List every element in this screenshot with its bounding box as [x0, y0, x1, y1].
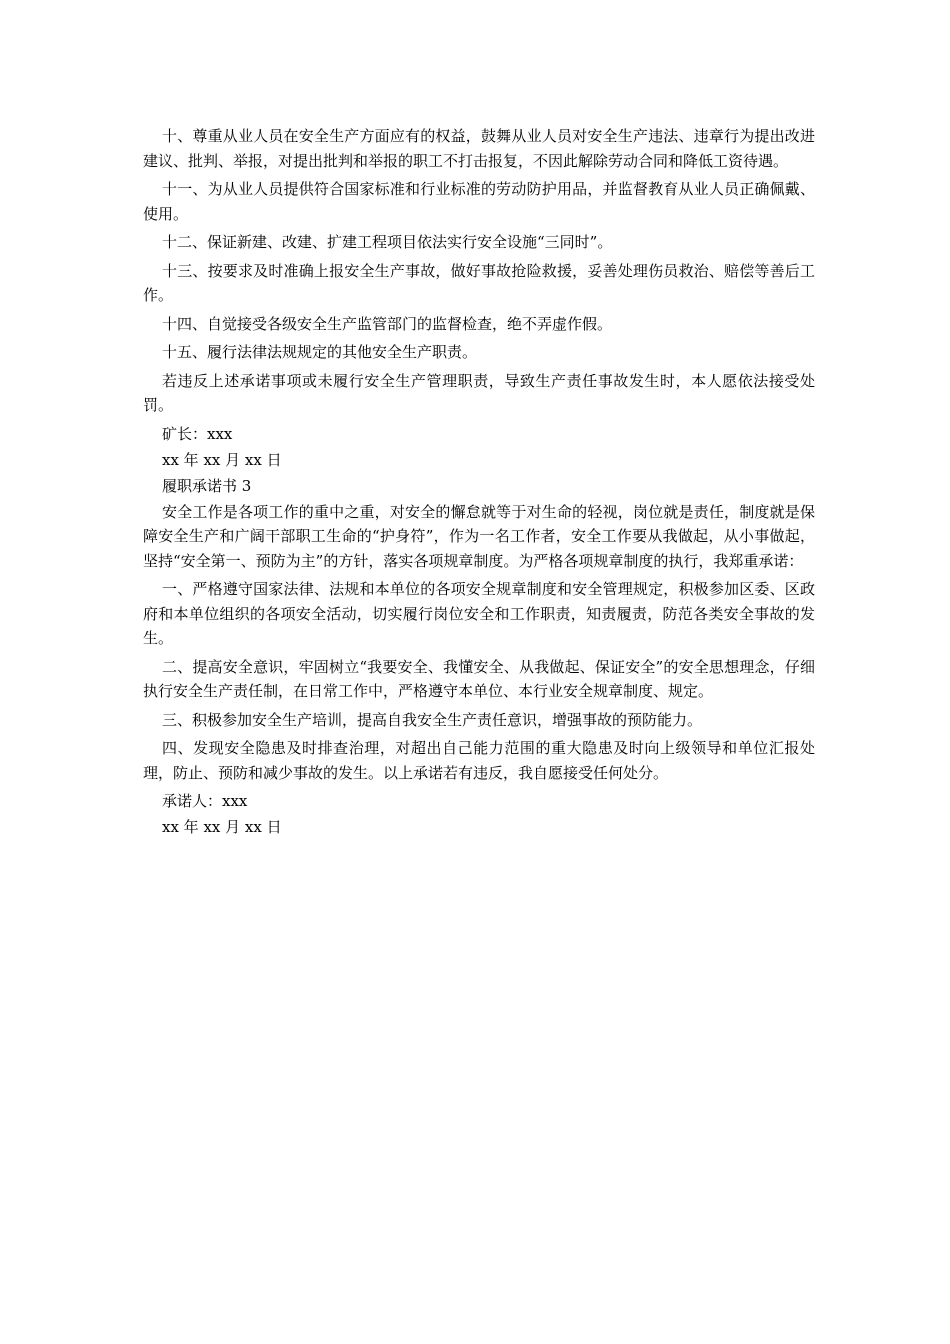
pledge-item-2: 二、提高安全意识，牢固树立“我要安全、我懂安全、从我做起、保证安全”的安全思想理念，仔细执行安全生产责任制，在日常工作中，严格遵守本单位、本行业安全规章制度、规定。 [143, 657, 815, 700]
pledge-item-3: 三、积极参加安全生产培训，提高自我安全生产责任意识，增强事故的预防能力。 [162, 710, 703, 729]
document-body [143, 124, 815, 841]
pledge-item-4: 四、发现安全隐患及时排查治理，对超出自己能力范围的重大隐患及时向上级领导和单位汇报处理，防止、预防和减少事故的发生。以上承诺若有违反，我自愿接受任何处分。 [143, 739, 815, 782]
section-title: 履职承诺书 3 [162, 476, 252, 495]
paragraph-item-10: 十、尊重从业人员在安全生产方面应有的权益，鼓舞从业人员对安全生产违法、违章行为提出改进建议、批判、举报，对提出批判和举报的职工不打击报复，不因此解除劳动合同和降低工资待遇。 [143, 127, 815, 170]
pledge-item-1: 一、严格遵守国家法律、法规和本单位的各项安全规章制度和安全管理规定，积极参加区委、区政府和本单位组织的各项安全活动，切实履行岗位安全和工作职责，知责履责，防范各类安全事故的发生。 [143, 580, 815, 647]
date-line-2: xx 年 xx 月 xx 日 [162, 818, 282, 836]
paragraph-item-14: 十四、自觉接受各级安全生产监管部门的监督检查，绝不弄虚作假。 [162, 314, 613, 333]
paragraph-item-13: 十三、按要求及时准确上报安全生产事故，做好事故抢险救援，妥善处理伤员救治、赔偿等善后工作。 [143, 261, 815, 304]
penalty-statement: 若违反上述承诺事项或未履行安全生产管理职责，导致生产责任事故发生时，本人愿依法接受处罚。 [143, 371, 815, 414]
paragraph-item-12: 十二、保证新建、改建、扩建工程项目依法实行安全设施“三同时”。 [162, 233, 613, 251]
paragraph-item-11: 十一、为从业人员提供符合国家标准和行业标准的劳动防护用品，并监督教育从业人员正确佩戴、使用。 [143, 180, 815, 223]
paragraph-item-15: 十五、履行法律法规规定的其他安全生产职责。 [162, 343, 478, 361]
date-line-1: xx 年 xx 月 xx 日 [162, 450, 282, 469]
intro-paragraph: 安全工作是各项工作的重中之重，对安全的懈怠就等于对生命的轻视，岗位就是责任，制度就是保障安全生产和广阔干部职工生命的“护身符”，作为一名工作者，安全工作要从我做起，从小事做起，坚持“安全第一、预防为主”的方针，落实各项规章制度。为严格各项规章制度的执行，我郑重承诺： [143, 502, 815, 570]
signature-pledger: 承诺人：xxx [162, 792, 248, 810]
signature-mine-director: 矿长：xxx [162, 424, 233, 443]
